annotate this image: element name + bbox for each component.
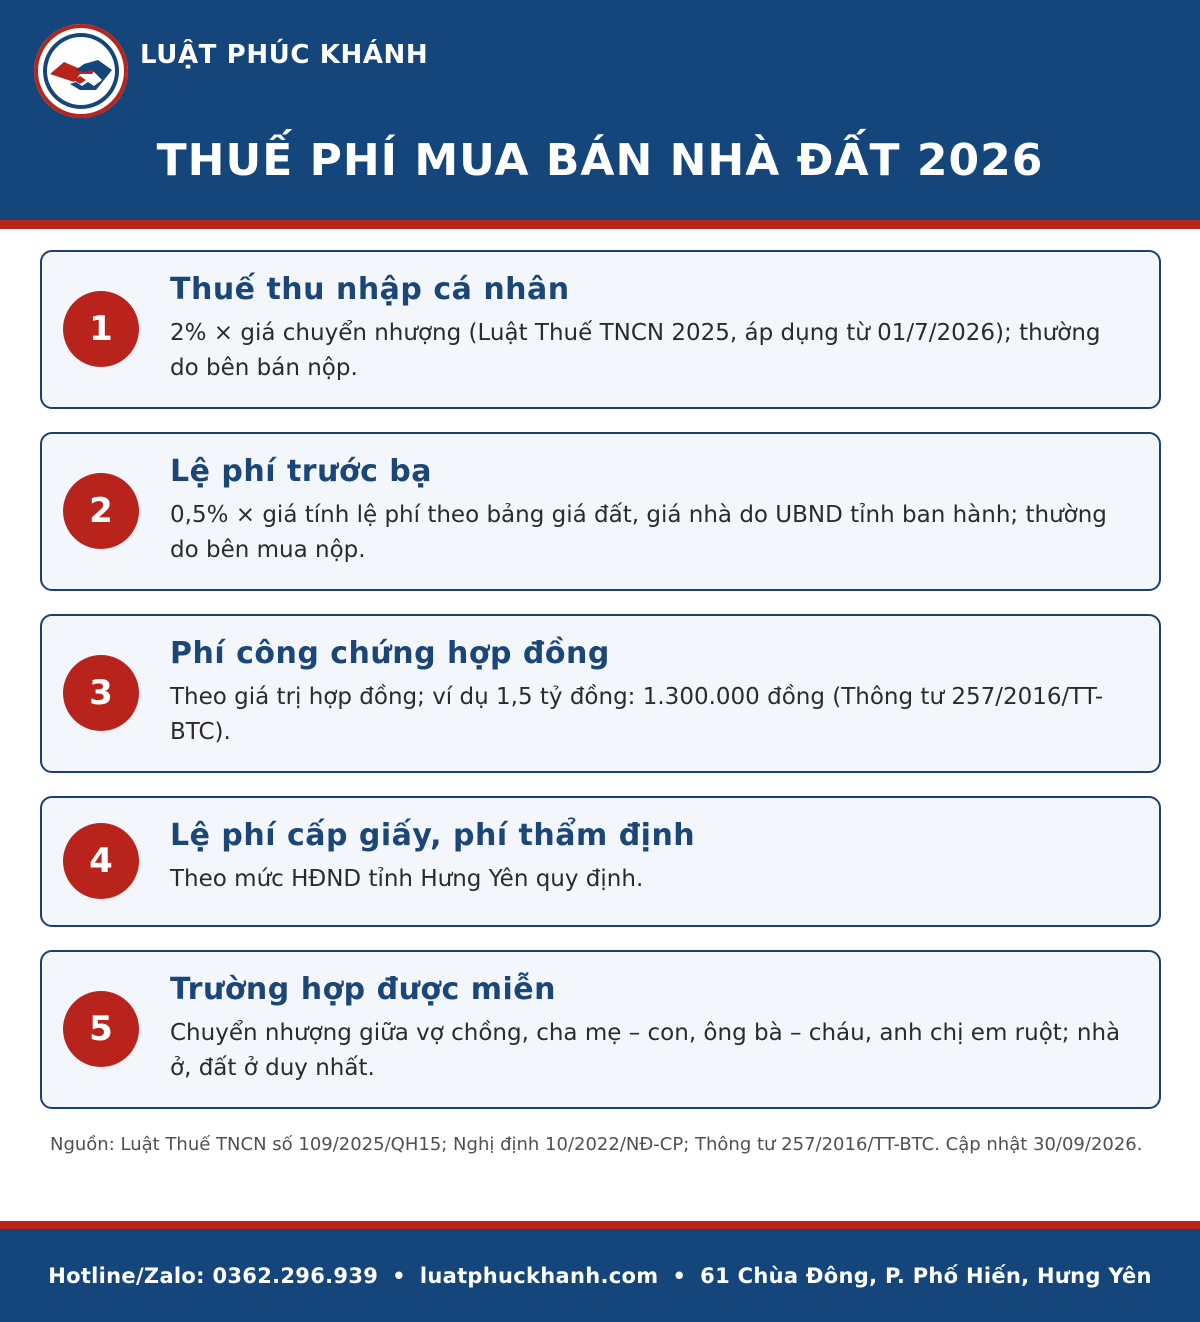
- contact-line: [48, 1264, 1152, 1288]
- card-title: Phí công chứng hợp đồng: [170, 636, 610, 671]
- card-title: Lệ phí trước bạ: [170, 454, 433, 489]
- hotline-text: Hotline/Zalo: 0362.296.939: [48, 1263, 379, 1288]
- header-divider: [0, 220, 1200, 229]
- card-title: Thuế thu nhập cá nhân: [170, 272, 570, 307]
- fee-card-exemptions: [40, 950, 1161, 1109]
- item-number-badge: 1: [63, 291, 139, 367]
- fee-card-income-tax: [40, 250, 1161, 409]
- footer-banner: [0, 1229, 1200, 1322]
- source-note: Nguồn: Luật Thuế TNCN số 109/2025/QH15; Nghị định 10/2022/NĐ-CP; Thông tư 257/2016/TT-BTC. Cập nhật 30/09/2026.: [50, 1134, 1143, 1155]
- brand-name: LUẬT PHÚC KHÁNH: [140, 40, 429, 70]
- separator-dot: •: [672, 1263, 687, 1288]
- card-title: Lệ phí cấp giấy, phí thẩm định: [170, 818, 696, 853]
- fee-card-certificate-fee: [40, 796, 1161, 927]
- card-description: Chuyển nhượng giữa vợ chồng, cha mẹ – con, ông bà – cháu, anh chị em ruột; nhà ở, đất ở duy nhất.: [170, 1020, 1121, 1081]
- card-title: Trường hợp được miễn: [170, 972, 557, 1007]
- handshake-icon: [34, 24, 128, 118]
- footer-divider: [0, 1221, 1200, 1229]
- header-banner: [0, 0, 1200, 220]
- fee-card-registration-fee: [40, 432, 1161, 591]
- item-number-badge: 2: [63, 473, 139, 549]
- address-text: 61 Chùa Đông, P. Phố Hiến, Hưng Yên: [700, 1263, 1152, 1288]
- card-description: 0,5% × giá tính lệ phí theo bảng giá đất, giá nhà do UBND tỉnh ban hành; thường do bên mua nộp.: [170, 502, 1107, 563]
- item-number-badge: 3: [63, 655, 139, 731]
- card-description: Theo mức HĐND tỉnh Hưng Yên quy định.: [170, 866, 644, 892]
- item-number-badge: 5: [63, 991, 139, 1067]
- separator-dot: •: [392, 1263, 406, 1288]
- website-link[interactable]: luatphuckhanh.com: [419, 1263, 659, 1288]
- page-title: THUẾ PHÍ MUA BÁN NHÀ ĐẤT 2026: [156, 135, 1044, 186]
- fee-card-notary-fee: [40, 614, 1161, 773]
- card-description: 2% × giá chuyển nhượng (Luật Thuế TNCN 2025, áp dụng từ 01/7/2026); thường do bên bán nộp.: [170, 320, 1101, 381]
- card-description: Theo giá trị hợp đồng; ví dụ 1,5 tỷ đồng: 1.300.000 đồng (Thông tư 257/2016/TT-BTC).: [170, 684, 1104, 745]
- item-number-badge: 4: [63, 823, 139, 899]
